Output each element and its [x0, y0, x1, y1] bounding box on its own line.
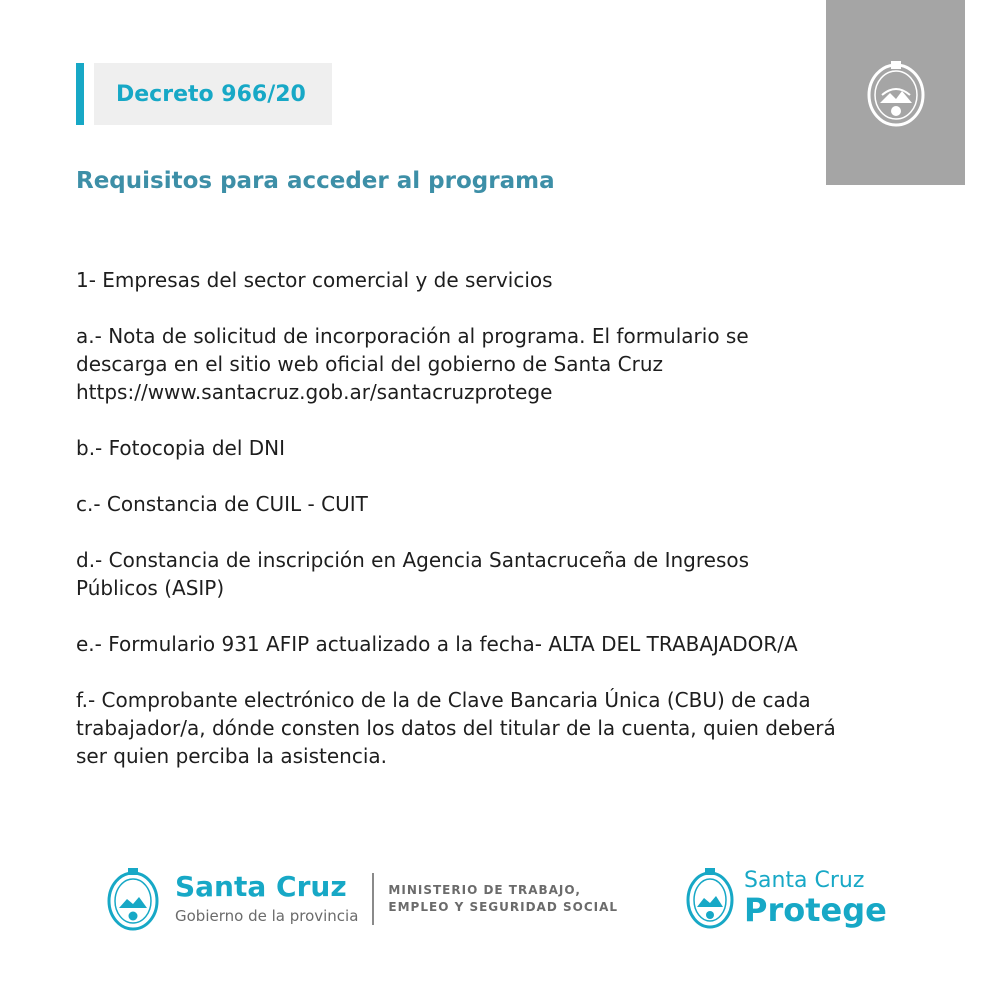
protege-logo	[684, 866, 887, 930]
list-item: a.- Nota de solicitud de incorporación al programa. El formulario se descarga en el sitio web oficial del gobierno de Santa Cruz https://www.santacruz.gob.ar/santacruzprotege	[76, 322, 956, 406]
decree-accent-bar	[76, 63, 84, 125]
list-item: d.- Constancia de inscripción en Agencia Santacruceña de Ingresos Públicos (ASIP)	[76, 548, 750, 600]
ministry-name: MINISTERIO DE TRABAJO, EMPLEO Y SEGURIDAD SOCIAL	[388, 883, 619, 914]
brand-text	[175, 872, 358, 926]
list-item: c.- Constancia de CUIL - CUIT	[76, 492, 368, 516]
brand-subtitle: Gobierno de la provincia	[175, 907, 359, 925]
seal-panel	[826, 0, 965, 185]
list-item: b.- Fotocopia del DNI	[76, 436, 286, 460]
requirements-list	[76, 266, 956, 798]
website-link[interactable]: https://www.santacruz.gob.ar/santacruzprotege	[76, 380, 553, 404]
decree-label-box	[94, 63, 332, 125]
protege-top: Santa Cruz	[744, 868, 865, 893]
province-seal-icon	[105, 866, 161, 932]
province-seal-icon	[684, 866, 736, 930]
brand-name: Santa Cruz	[175, 870, 347, 903]
list-item: e.- Formulario 931 AFIP actualizado a la fecha- ALTA DEL TRABAJADOR/A	[76, 632, 798, 656]
list-item: 1- Empresas del sector comercial y de servicios	[76, 268, 553, 292]
decree-label: Decreto 966/20	[116, 81, 306, 107]
government-logo	[105, 866, 618, 932]
list-item: f.- Comprobante electrónico de la de Clave Bancaria Única (CBU) de cada trabajador/a, dónde consten los datos del titular de la cuenta, quien deberá ser quien perciba la asistencia.	[76, 688, 836, 768]
province-seal-icon	[864, 57, 928, 129]
protege-main: Protege	[744, 891, 887, 929]
protege-text	[744, 869, 887, 927]
page-title: Requisitos para acceder al programa	[76, 168, 555, 194]
divider	[372, 873, 374, 925]
